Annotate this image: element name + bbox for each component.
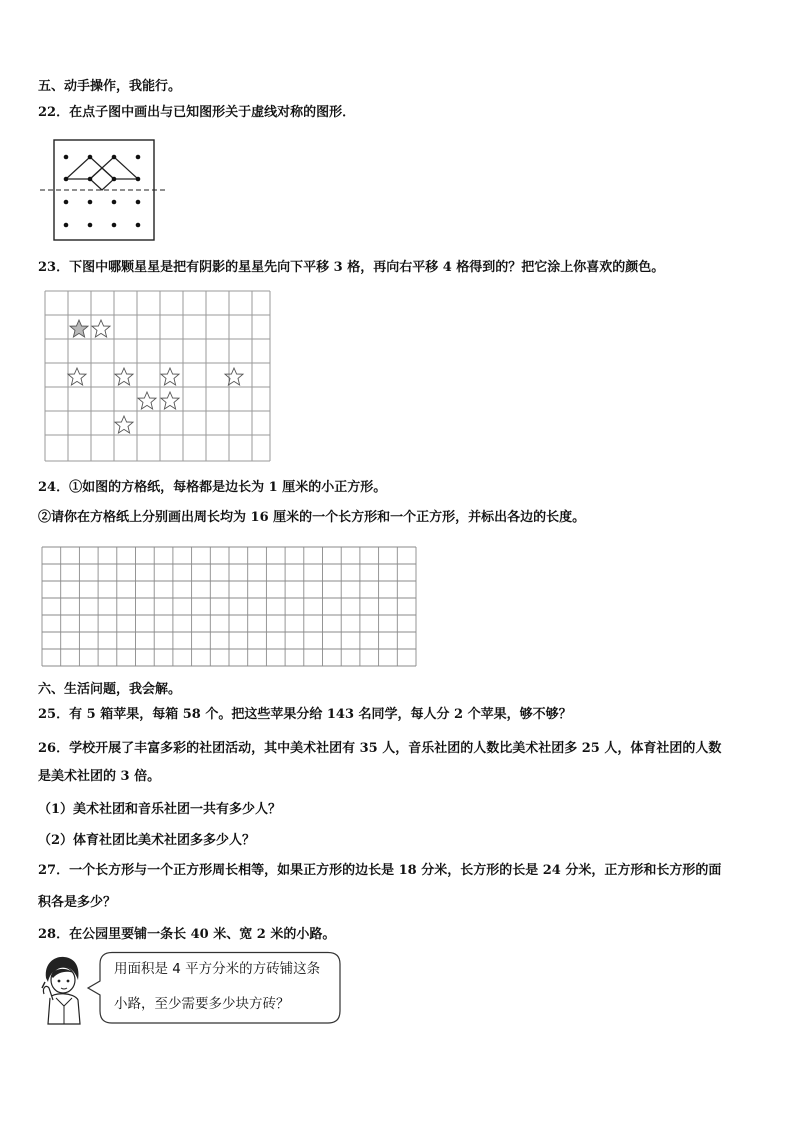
star-icons bbox=[68, 320, 243, 433]
thinking-girl-illustration bbox=[36, 954, 86, 1026]
question-24-line-1: 24．①如图的方格纸，每格都是边长为 1 厘米的小正方形。 bbox=[38, 480, 387, 495]
question-27-line-1: 27．一个长方形与一个正方形周长相等，如果正方形的边长是 18 分米，长方形的长是 24 分米，正方形和长方形的面 bbox=[38, 863, 722, 878]
shaded-star-icon bbox=[70, 320, 88, 337]
question-23: 23．下图中哪颗星星是把有阴影的星星先向下平移 3 格，再向右平移 4 格得到的？把它涂上你喜欢的颜色。 bbox=[38, 260, 665, 275]
q22-dot-grid-figure bbox=[34, 138, 174, 244]
question-22: 22．在点子图中画出与已知图形关于虚线对称的图形． bbox=[38, 105, 356, 120]
question-25: 25．有 5 箱苹果，每箱 58 个。把这些苹果分给 143 名同学，每人分 2 个苹果，够不够？ bbox=[38, 707, 572, 722]
speech-bubble-line-1: 用面积是 4 平方分米的方砖铺这条 bbox=[114, 961, 321, 977]
question-26-line-2: 是美术社团的 3 倍。 bbox=[38, 769, 161, 784]
speech-bubble-line-2: 小路，至少需要多少块方砖？ bbox=[114, 996, 290, 1012]
section-6-title: 六、生活问题，我会解。 bbox=[38, 682, 182, 697]
question-26-sub-1: （1）美术社团和音乐社团一共有多少人？ bbox=[38, 802, 282, 817]
question-24-line-2: ②请你在方格纸上分别画出周长均为 16 厘米的一个长方形和一个正方形，并标出各边的长度。 bbox=[38, 510, 586, 525]
question-26-line-1: 26．学校开展了丰富多彩的社团活动，其中美术社团有 35 人，音乐社团的人数比美术社团多 25 人，体育社团的人数 bbox=[38, 741, 722, 756]
question-28: 28．在公园里要铺一条长 40 米、宽 2 米的小路。 bbox=[38, 927, 336, 942]
section-5-title: 五、动手操作，我能行。 bbox=[38, 79, 182, 94]
q23-star-grid-figure bbox=[44, 290, 274, 465]
q24-grid-paper-figure bbox=[41, 546, 421, 670]
question-27-line-2: 积各是多少？ bbox=[38, 895, 117, 910]
question-26-sub-2: （2）体育社团比美术社团多多少人？ bbox=[38, 833, 256, 848]
